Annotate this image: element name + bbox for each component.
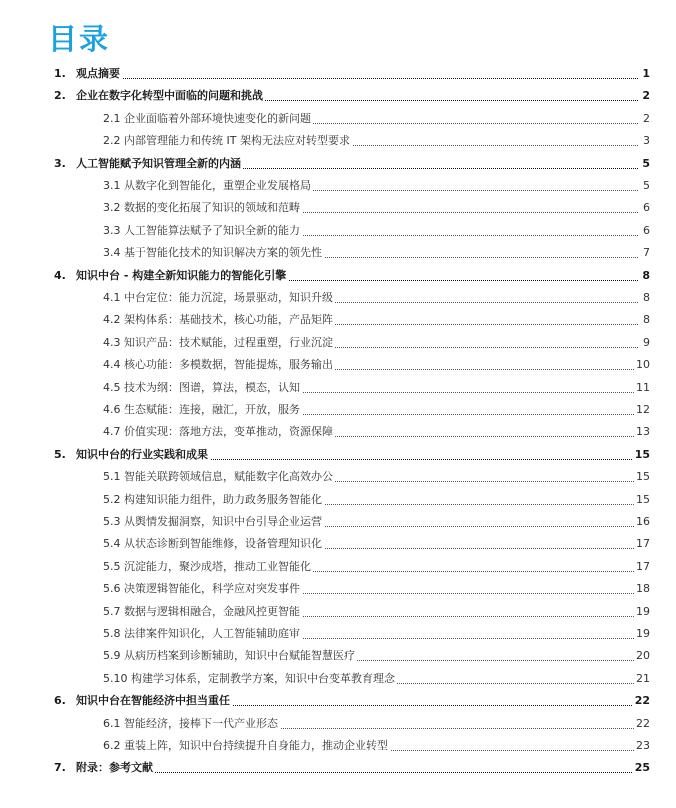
toc-entry-title: 2.2 内部管理能力和传统 IT 架构无法应对转型要求 bbox=[103, 131, 352, 151]
toc-entry-title: 6.2 重装上阵，知识中台持续提升自身能力，推动企业转型 bbox=[103, 736, 390, 756]
toc-page-number: 15 bbox=[634, 467, 650, 487]
toc-page-number: 22 bbox=[633, 691, 650, 711]
toc-dot-leader bbox=[76, 78, 638, 79]
toc-page-number: 16 bbox=[634, 512, 650, 532]
toc-page-number: 12 bbox=[634, 400, 650, 420]
toc-chapter-number: 7. bbox=[54, 761, 66, 775]
toc-entry-title: 4.3 知识产品：技术赋能，过程重塑，行业沉淀 bbox=[103, 333, 335, 353]
toc-page-number: 17 bbox=[634, 534, 650, 554]
toc-entry-title: 3.4 基于智能化技术的知识解决方案的领先性 bbox=[103, 243, 324, 263]
toc-section-row[interactable] bbox=[0, 378, 676, 398]
toc-chapter-row[interactable] bbox=[0, 86, 676, 106]
toc-page-number: 19 bbox=[634, 624, 650, 644]
toc-section-row[interactable] bbox=[0, 109, 676, 129]
toc-page-number: 11 bbox=[634, 378, 650, 398]
toc-page-number: 21 bbox=[634, 669, 650, 689]
toc-section-row[interactable] bbox=[0, 490, 676, 510]
toc-entry-title: 附录：参考文献 bbox=[76, 758, 155, 778]
toc-chapter-number: 4. bbox=[54, 268, 66, 282]
toc-section-row[interactable] bbox=[0, 714, 676, 734]
toc-section-row[interactable] bbox=[0, 624, 676, 644]
toc-entry-title: 2.1 企业面临着外部环境快速变化的新问题 bbox=[103, 109, 313, 129]
toc-page-number: 9 bbox=[641, 333, 650, 353]
toc-page-number: 1 bbox=[640, 64, 650, 84]
toc-chapter-number: 5. bbox=[54, 447, 66, 461]
toc-page-number: 5 bbox=[641, 176, 650, 196]
toc-section-row[interactable] bbox=[0, 333, 676, 353]
toc-section-row[interactable] bbox=[0, 422, 676, 442]
toc-entry-title: 5.2 构建知识能力组件，助力政务服务智能化 bbox=[103, 490, 324, 510]
toc-page-number: 6 bbox=[641, 198, 650, 218]
toc-entry-title: 3.1 从数字化到智能化，重塑企业发展格局 bbox=[103, 176, 313, 196]
toc-entry-title: 5.1 智能关联跨领域信息，赋能数字化高效办公 bbox=[103, 467, 335, 487]
toc-page-number: 5 bbox=[640, 154, 650, 174]
toc-section-row[interactable] bbox=[0, 288, 676, 308]
toc-entry-title: 5.9 从病历档案到诊断辅助，知识中台赋能智慧医疗 bbox=[103, 646, 357, 666]
toc-section-row[interactable] bbox=[0, 243, 676, 263]
toc-section-row[interactable] bbox=[0, 534, 676, 554]
toc-page-number: 18 bbox=[634, 579, 650, 599]
toc-page-number: 13 bbox=[634, 422, 650, 442]
toc-page-number: 15 bbox=[633, 445, 650, 465]
toc-page-number: 20 bbox=[634, 646, 650, 666]
page-title: 目录 bbox=[48, 22, 111, 56]
toc-page-number: 8 bbox=[641, 310, 650, 330]
toc-section-row[interactable] bbox=[0, 221, 676, 241]
toc-entry-title: 3.2 数据的变化拓展了知识的领域和范畴 bbox=[103, 198, 302, 218]
toc-entry-title: 5.10 构建学习体系，定制教学方案，知识中台变革教育理念 bbox=[103, 669, 397, 689]
toc-entry-title: 知识中台 - 构建全新知识能力的智能化引擎 bbox=[76, 266, 288, 286]
toc-entry-title: 5.5 沉淀能力，聚沙成塔，推动工业智能化 bbox=[103, 557, 313, 577]
toc-page-number: 10 bbox=[634, 355, 650, 375]
toc-chapter-row[interactable] bbox=[0, 445, 676, 465]
toc-chapter-row[interactable] bbox=[0, 64, 676, 84]
toc-section-row[interactable] bbox=[0, 736, 676, 756]
toc-entry-title: 知识中台的行业实践和成果 bbox=[76, 445, 210, 465]
toc-entry-title: 5.4 从状态诊断到智能维修，设备管理知识化 bbox=[103, 534, 324, 554]
toc-dot-leader bbox=[76, 772, 638, 773]
toc-page-number: 22 bbox=[634, 714, 650, 734]
toc-page-number: 7 bbox=[641, 243, 650, 263]
toc-entry-title: 4.2 架构体系：基础技术，核心功能，产品矩阵 bbox=[103, 310, 335, 330]
toc-page-number: 25 bbox=[633, 758, 650, 778]
toc-chapter-row[interactable] bbox=[0, 691, 676, 711]
toc-entry-title: 5.8 法律案件知识化，人工智能辅助庭审 bbox=[103, 624, 302, 644]
toc-section-row[interactable] bbox=[0, 198, 676, 218]
toc-page-number: 6 bbox=[641, 221, 650, 241]
toc-page-number: 8 bbox=[641, 288, 650, 308]
toc-section-row[interactable] bbox=[0, 131, 676, 151]
toc-page-number: 23 bbox=[634, 736, 650, 756]
toc-page-number: 2 bbox=[641, 109, 650, 129]
toc-entry-title: 6.1 智能经济，接棒下一代产业形态 bbox=[103, 714, 280, 734]
toc-entry-title: 企业在数字化转型中面临的问题和挑战 bbox=[76, 86, 265, 106]
toc-chapter-number: 6. bbox=[54, 694, 66, 708]
toc-page-number: 2 bbox=[640, 86, 650, 106]
toc-chapter-number: 3. bbox=[54, 156, 66, 170]
toc-section-row[interactable] bbox=[0, 602, 676, 622]
toc-entry-title: 观点摘要 bbox=[76, 64, 122, 84]
toc-page-number: 3 bbox=[641, 131, 650, 151]
toc-entry-title: 4.5 技术为纲：图谱，算法，模态，认知 bbox=[103, 378, 302, 398]
toc-chapter-number: 1. bbox=[54, 67, 66, 80]
toc-chapter-number: 2. bbox=[54, 89, 66, 103]
toc-page-number: 19 bbox=[634, 602, 650, 622]
toc-page-number: 8 bbox=[640, 266, 650, 286]
toc-section-row[interactable] bbox=[0, 579, 676, 599]
toc-entry-title: 4.6 生态赋能：连接，融汇，开放，服务 bbox=[103, 400, 302, 420]
toc-section-row[interactable] bbox=[0, 355, 676, 375]
toc-entry-title: 5.3 从舆情发掘洞察，知识中台引导企业运营 bbox=[103, 512, 324, 532]
toc-section-row[interactable] bbox=[0, 512, 676, 532]
toc-chapter-row[interactable] bbox=[0, 758, 676, 778]
toc-entry-title: 知识中台在智能经济中担当重任 bbox=[76, 691, 232, 711]
toc-entry-title: 3.3 人工智能算法赋予了知识全新的能力 bbox=[103, 221, 302, 241]
toc-section-row[interactable] bbox=[0, 669, 676, 689]
toc-chapter-row[interactable] bbox=[0, 154, 676, 174]
toc-page-number: 15 bbox=[634, 490, 650, 510]
toc-entry-title: 4.7 价值实现：落地方法，变革推动，资源保障 bbox=[103, 422, 335, 442]
toc-entry-title: 5.7 数据与逻辑相融合，金融风控更智能 bbox=[103, 602, 302, 622]
toc-section-row[interactable] bbox=[0, 467, 676, 487]
toc-section-row[interactable] bbox=[0, 176, 676, 196]
toc-section-row[interactable] bbox=[0, 400, 676, 420]
toc-entry-title: 5.6 决策逻辑智能化，科学应对突发事件 bbox=[103, 579, 302, 599]
toc-section-row[interactable] bbox=[0, 310, 676, 330]
toc-section-row[interactable] bbox=[0, 646, 676, 666]
toc-section-row[interactable] bbox=[0, 557, 676, 577]
toc-chapter-row[interactable] bbox=[0, 266, 676, 286]
toc-entry-title: 人工智能赋予知识管理全新的内涵 bbox=[76, 154, 243, 174]
toc-entry-title: 4.1 中台定位：能力沉淀，场景驱动，知识升级 bbox=[103, 288, 335, 308]
toc-entry-title: 4.4 核心功能：多模数据，智能提炼，服务输出 bbox=[103, 355, 335, 375]
toc-page-number: 17 bbox=[634, 557, 650, 577]
